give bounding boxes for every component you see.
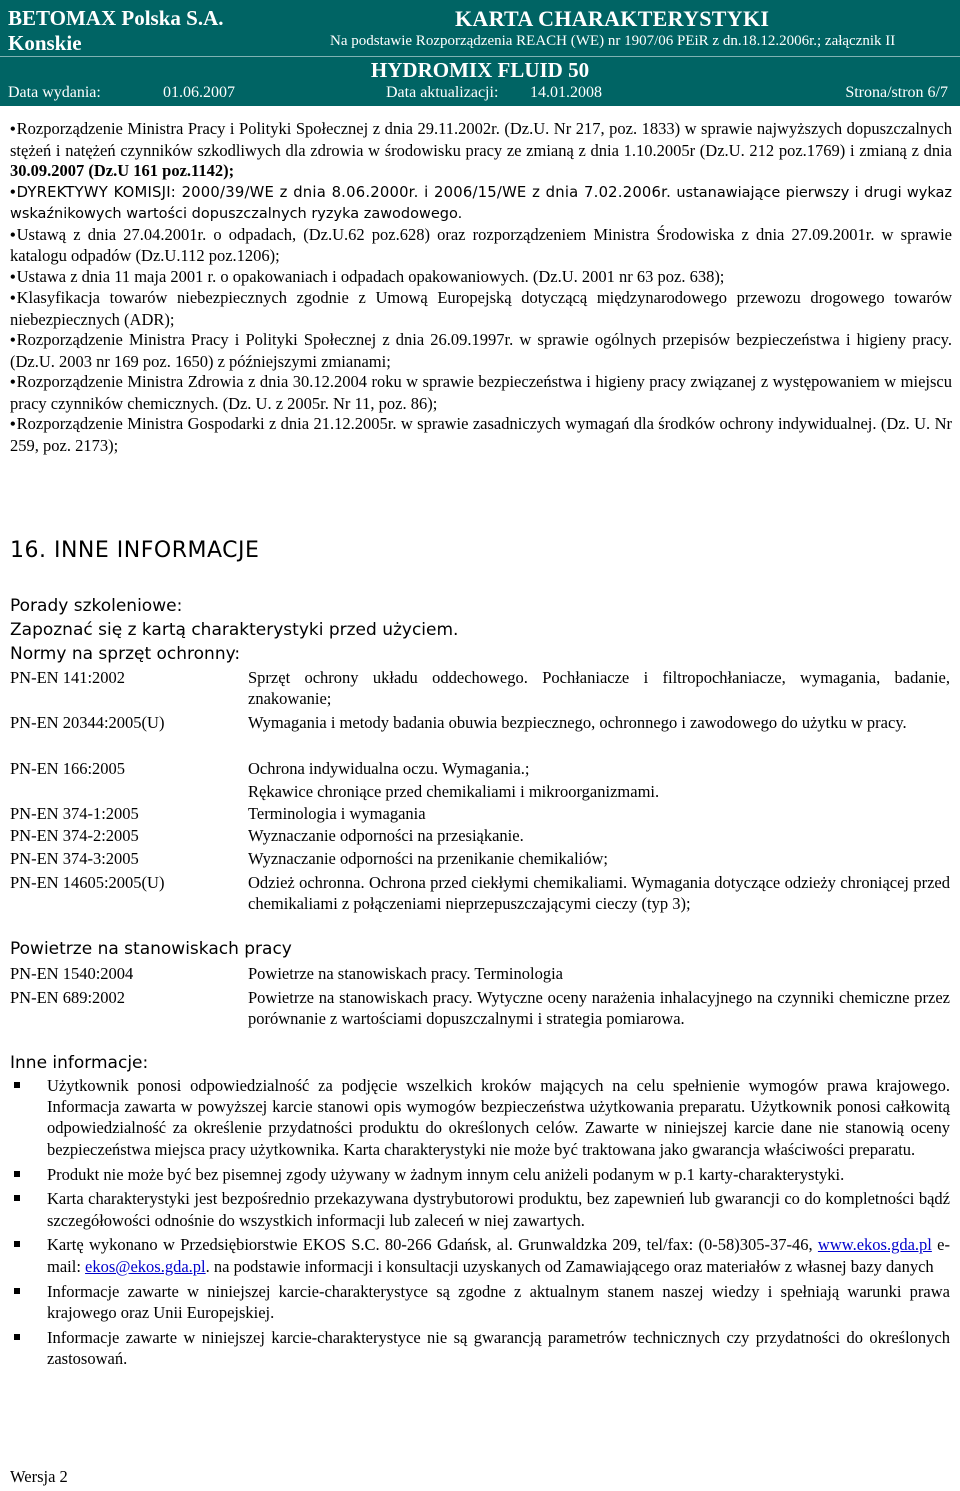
air-norm-code: PN-EN 689:2002 [10, 988, 126, 1007]
info-text: Kartę wykonano w Przedsiębiorstwie EKOS S.C. 80-266 Gdańsk, al. Grunwaldzka 209, tel/fax: (0-58)305-37-46, [47, 1235, 818, 1255]
regulation-item [10, 119, 952, 182]
other-info-heading: Inne informacje: [10, 1053, 149, 1073]
air-heading: Powietrze na stanowiskach pracy [10, 939, 292, 959]
regulation-item [10, 267, 952, 289]
norm-code: PN-EN 374-1:2005 [10, 804, 139, 823]
update-date-value: 14.01.2008 [530, 84, 602, 101]
norm-code: PN-EN 374-3:2005 [10, 849, 139, 868]
training-heading: Porady szkoleniowe: [10, 596, 183, 616]
document-header [0, 0, 960, 106]
norm-description: Sprzęt ochrony układu oddechowego. Pochłaniacze i filtropochłaniacze, wymagania, badanie, znakowanie; [248, 668, 950, 708]
regulation-item [10, 225, 952, 267]
norm-description: Odzież ochronna. Ochrona przed ciekłymi chemikaliami. Wymagania dotyczące odzieży chroniącej przed chemikaliami z połączeniami nieprzepuszczającymi cieczy (typ 3); [248, 873, 950, 913]
update-date-label: Data aktualizacji: [386, 84, 499, 101]
norm-code: PN-EN 14605:2005(U) [10, 873, 165, 892]
page-number: Strona/stron 6/7 [845, 84, 948, 101]
product-name: HYDROMIX FLUID 50 [370, 58, 590, 82]
norm-description: Ochrona indywidualna oczu. Wymagania.; [248, 759, 530, 778]
info-text: e-mail: [47, 1235, 950, 1276]
norm-description: Wyznaczanie odporności na przesiąkanie. [248, 826, 524, 845]
square-bullet-icon [14, 1171, 20, 1177]
regulation-text: Ustawa z dnia 11 maja 2001 r. o opakowaniach i odpadach opakowaniowych. (Dz.U. 2001 nr 63 poz. 638); [16, 266, 725, 286]
regulation-item [10, 330, 952, 372]
issue-date-label: Data wydania: [8, 84, 101, 101]
info-item [10, 1075, 950, 1160]
regulation-text: Klasyfikacja towarów niebezpiecznych zgodnie z Umową Europejską dotyczącą międzynarodowego przewozu drogowego towarów niebezpiecznych (ADR); [10, 288, 952, 329]
norm-code: PN-EN 166:2005 [10, 759, 126, 778]
regulation-bold-text: 30.09.2007 (Dz.U 161 poz.1142); [10, 161, 235, 180]
regulations-list [10, 119, 952, 456]
norm-code: PN-EN 141:2002 [10, 668, 126, 687]
document-version: Wersja 2 [10, 1467, 68, 1486]
info-text: Produkt nie może być bez pisemnej zgody używany w żadnym innym celu aniżeli podanym w p.1 karty-charakterystyki. [47, 1164, 845, 1184]
norm-description: Rękawice chroniące przed chemikaliami i mikroorganizmami. [248, 782, 660, 801]
air-norm-description: Powietrze na stanowiskach pracy. Terminologia [248, 964, 563, 983]
air-norm-code: PN-EN 1540:2004 [10, 964, 134, 983]
regulation-text: Rozporządzenie Ministra Zdrowia z dnia 30.12.2004 roku w sprawie bezpieczeństwa i higieny pracy związanej z występowaniem w miejscu pracy czynników chemicznych. (Dz. U. z 2005r. Nr 11, poz. 86); [10, 372, 952, 413]
air-norm-description: Powietrze na stanowiskach pracy. Wytyczne oceny narażenia inhalacyjnego na czynniki chemiczne przez porównanie z wartościami dopuszczalnymi i strategia pomiarowa. [248, 988, 950, 1028]
info-text: Użytkownik ponosi odpowiedzialność za podjęcie wszelkich kroków mających na celu spełnienie wymogów prawa krajowego. Informacja zawarta w powyższej karcie stanowi opis wymogów bezpieczeństwa użytkowania preparatu. Użytkownik ponosi całkowitą odpowiedzialność za określenie przydatności produktu do określonych celów. Zawarte w niniejszej karcie dane nie stanowią oceny bezpieczeństwa miejsca pracy użytkownika. Karta charakterystyki nie może być traktowana jako gwarancja właściwości preparatu. [47, 1076, 950, 1159]
regulation-text: Rozporządzenie Ministra Pracy i Polityki Społecznej z dnia 29.11.2002r. (Dz.U. Nr 217, poz. 1833) w sprawie najwyższych dopuszczalnych stężeń i natężeń czynników szkodliwych dla zdrowia w środowisku pracy ze zmianą z dnia 1.10.2005r (Dz.U. 212 poz.1769) i zmianą z dnia [10, 119, 952, 160]
info-item [10, 1281, 950, 1323]
legal-basis: Na podstawie Rozporządzenia REACH (WE) nr 1907/06 PEiR z dn.18.12.2006r.; załącznik II [330, 33, 896, 49]
norm-description: Terminologia i wymagania [248, 804, 426, 823]
square-bullet-icon [14, 1082, 20, 1088]
header-divider [0, 56, 960, 57]
info-item [10, 1188, 950, 1230]
regulation-item [10, 288, 952, 330]
regulation-text: Rozporządzenie Ministra Pracy i Polityki Społecznej z dnia 26.09.1997r. w sprawie ogólnych przepisów bezpieczeństwa i higieny pracy. (Dz.U. 2003 nr 169 poz. 1650) z późniejszymi zmianami; [10, 330, 952, 371]
website-link[interactable]: www.ekos.gda.pl [817, 1235, 932, 1255]
other-info-list [10, 1075, 950, 1373]
info-text: Karta charakterystyki jest bezpośrednio przekazywana dystrybutorowi produktu, bez zapewnień lub gwarancji co do kompletności bądź szczegółowości odnośnie do wszystkich informacji lub zaleceń w niej zawartych. [47, 1189, 950, 1230]
regulation-item [10, 372, 952, 414]
email-link[interactable]: ekos@ekos.gda.pl [85, 1256, 206, 1276]
info-text: Informacje zawarte w niniejszej karcie-charakterystyce nie są gwarancją parametrów technicznych czy przydatności do określonych zastosowań. [47, 1327, 950, 1368]
issue-date-value: 01.06.2007 [163, 84, 235, 101]
regulation-text: DYREKTYWY KOMISJI: 2000/39/WE z dnia 8.06.2000r. i 2006/15/WE z dnia 7.02.2006r. [16, 183, 671, 201]
square-bullet-icon [14, 1334, 20, 1340]
norm-code: PN-EN 374-2:2005 [10, 826, 139, 845]
regulation-item [10, 182, 952, 225]
info-item [10, 1164, 950, 1185]
square-bullet-icon [14, 1288, 20, 1294]
regulation-text: Rozporządzenie Ministra Gospodarki z dnia 21.12.2005r. w sprawie zasadniczych wymagań dla środków ochrony indywidualnej. (Dz. U. Nr 259, poz. 2173); [10, 414, 952, 455]
info-item [10, 1327, 950, 1369]
info-text: Informacje zawarte w niniejszej karcie-charakterystyce są zgodne z aktualnym stanem naszej wiedzy i spełniają warunki prawa krajowego oraz Unii Europejskiej. [47, 1281, 950, 1322]
regulation-text-cont: ustanawiające pierwszy i drugi wykaz wskaźnikowych wartości dopuszczalnych ryzyka zawodowego. [10, 184, 952, 222]
document-title: KARTA CHARAKTERYSTYKI [455, 6, 770, 31]
regulation-text: Ustawą z dnia 27.04.2001r. o odpadach, (Dz.U.62 poz.628) oraz rozporządzeniem Ministra Środowiska z dnia 27.09.2001r. w sprawie katalogu odpadów (Dz.U.112 poz.1206); [10, 224, 952, 265]
norms-heading: Normy na sprzęt ochronny: [10, 644, 241, 664]
square-bullet-icon [14, 1195, 20, 1201]
company-name: BETOMAX Polska S.A. [8, 6, 224, 30]
norm-description: Wymagania i metody badania obuwia bezpiecznego, ochronnego i zawodowego do użytku w pracy. [248, 713, 907, 732]
regulation-item [10, 414, 952, 456]
section-title: 16. INNE INFORMACJE [10, 538, 260, 563]
norm-code: PN-EN 20344:2005(U) [10, 713, 165, 732]
info-item [10, 1234, 950, 1276]
square-bullet-icon [14, 1241, 20, 1247]
company-city: Konskie [8, 31, 82, 55]
training-text: Zapoznać się z kartą charakterystyki przed użyciem. [10, 620, 459, 640]
info-text: . na podstawie informacji i konsultacji uzyskanych od Zamawiającego oraz materiałów z własnej bazy danych [205, 1256, 934, 1276]
norm-description: Wyznaczanie odporności na przenikanie chemikaliów; [248, 849, 609, 868]
